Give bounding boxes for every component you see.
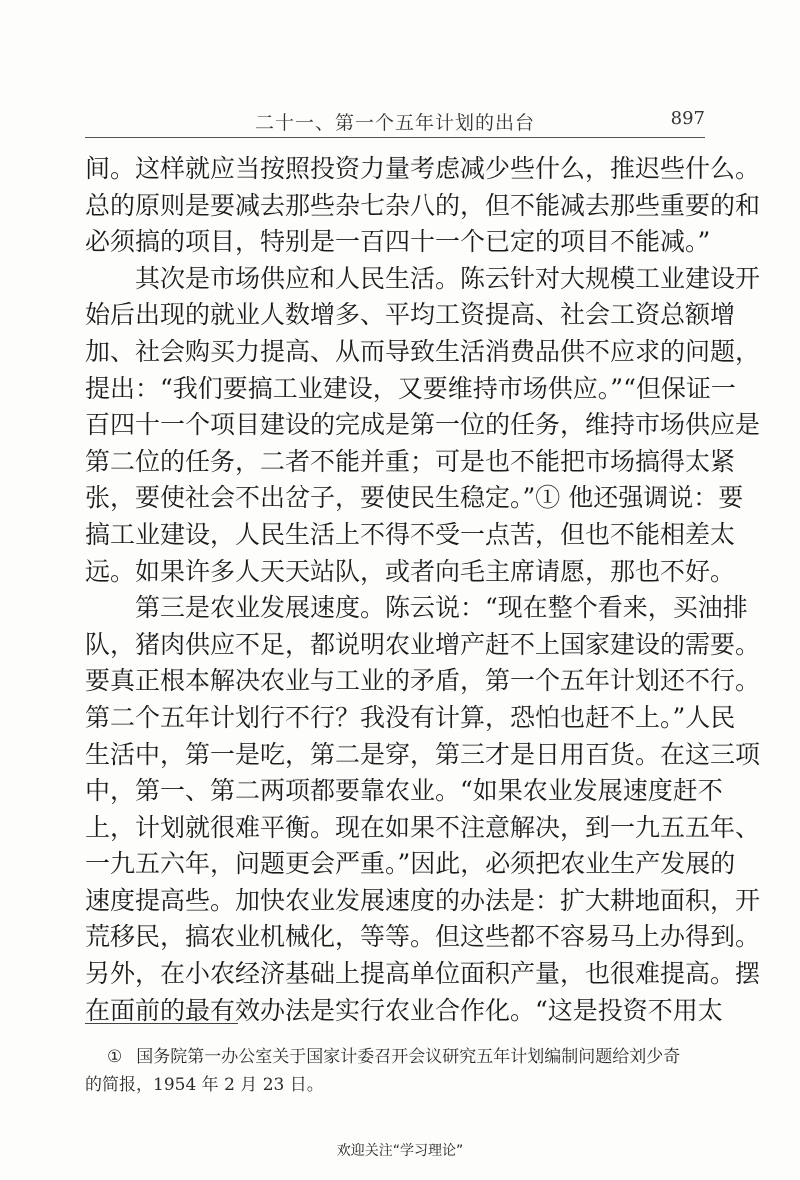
text-line: 另外，在小农经济基础上提高单位面积产量，也很难提高。摆 — [85, 959, 761, 989]
footnote — [85, 1043, 705, 1099]
page-number: 897 — [670, 108, 705, 129]
footnote-line — [85, 1043, 705, 1071]
footnote-mark: ① — [107, 1047, 123, 1067]
body-text — [85, 151, 761, 1029]
text-line: 必须搞的项目，特别是一百四十一个已定的项目不能减。” — [85, 227, 711, 257]
text-line: 张，要使社会不出岔子，要使民生稳定。”① 他还强调说：要 — [85, 483, 744, 513]
text-line: 要真正根本解决农业与工业的矛盾，第一个五年计划还不行。 — [85, 666, 761, 696]
text-line: 生活中，第一是吃，第二是穿，第三才是日用百货。在这三项 — [85, 739, 761, 769]
running-header — [85, 104, 705, 134]
text-line: 搞工业建设，人民生活上不得不受一点苦，但也不能相差太 — [85, 519, 736, 549]
text-line: 远。如果许多人天天站队，或者向毛主席请愿，那也不好。 — [85, 556, 736, 586]
footnote-line: 的简报，1954 年 2 月 23 日。 — [85, 1075, 324, 1095]
text-line: 其次是市场供应和人民生活。陈云针对大规模工业建设开 — [135, 263, 761, 293]
text-line: 一九五六年，问题更会严重。”因此，必须把农业生产发展的 — [85, 849, 736, 879]
text-line: 第三是农业发展速度。陈云说：“现在整个看来，买油排 — [135, 593, 748, 623]
footnote-text: 国务院第一办公室关于国家计委召开会议研究五年计划编制问题给刘少奇 — [136, 1047, 681, 1067]
text-line: 加、社会购买力提高、从而导致生活消费品供不应求的问题， — [85, 336, 761, 366]
text-line: 速度提高些。加快农业发展速度的办法是：扩大耕地面积，开 — [85, 885, 761, 915]
footnote-rule — [85, 1023, 238, 1024]
watermark-text: 欢迎关注“学习理论” — [336, 1143, 464, 1159]
text-line: 队，猪肉供应不足，都说明农业增产赶不上国家建设的需要。 — [85, 629, 761, 659]
text-line: 荒移民，搞农业机械化，等等。但这些都不容易马上办得到。 — [85, 922, 761, 952]
text-line: 提出：“我们要搞工业建设，又要维持市场供应。”“但保证一 — [85, 373, 736, 403]
text-line: 间。这样就应当按照投资力量考虑减少些什么，推迟些什么。 — [85, 154, 761, 183]
text-line: 第二个五年计划行不行？我没有计算，恐怕也赶不上。”人民 — [85, 702, 736, 732]
chapter-title: 二十一、第一个五年计划的出台 — [254, 112, 535, 134]
header-rule — [85, 137, 705, 138]
text-line: 中，第一、第二两项都要靠农业。“如果农业发展速度赶不 — [85, 776, 723, 806]
text-line: 在面前的最有效办法是实行农业合作化。“这是投资不用太 — [85, 995, 723, 1025]
text-line: 上，计划就很难平衡。现在如果不注意解决，到一九五五年、 — [85, 812, 761, 842]
text-line: 第二位的任务，二者不能并重；可是也不能把市场搞得太紧 — [85, 446, 736, 476]
text-line: 始后出现的就业人数增多、平均工资提高、社会工资总额增 — [85, 300, 736, 330]
text-line: 百四十一个项目建设的完成是第一位的任务，维持市场供应是 — [85, 410, 761, 440]
text-line: 总的原则是要减去那些杂七杂八的，但不能减去那些重要的和 — [85, 190, 761, 220]
